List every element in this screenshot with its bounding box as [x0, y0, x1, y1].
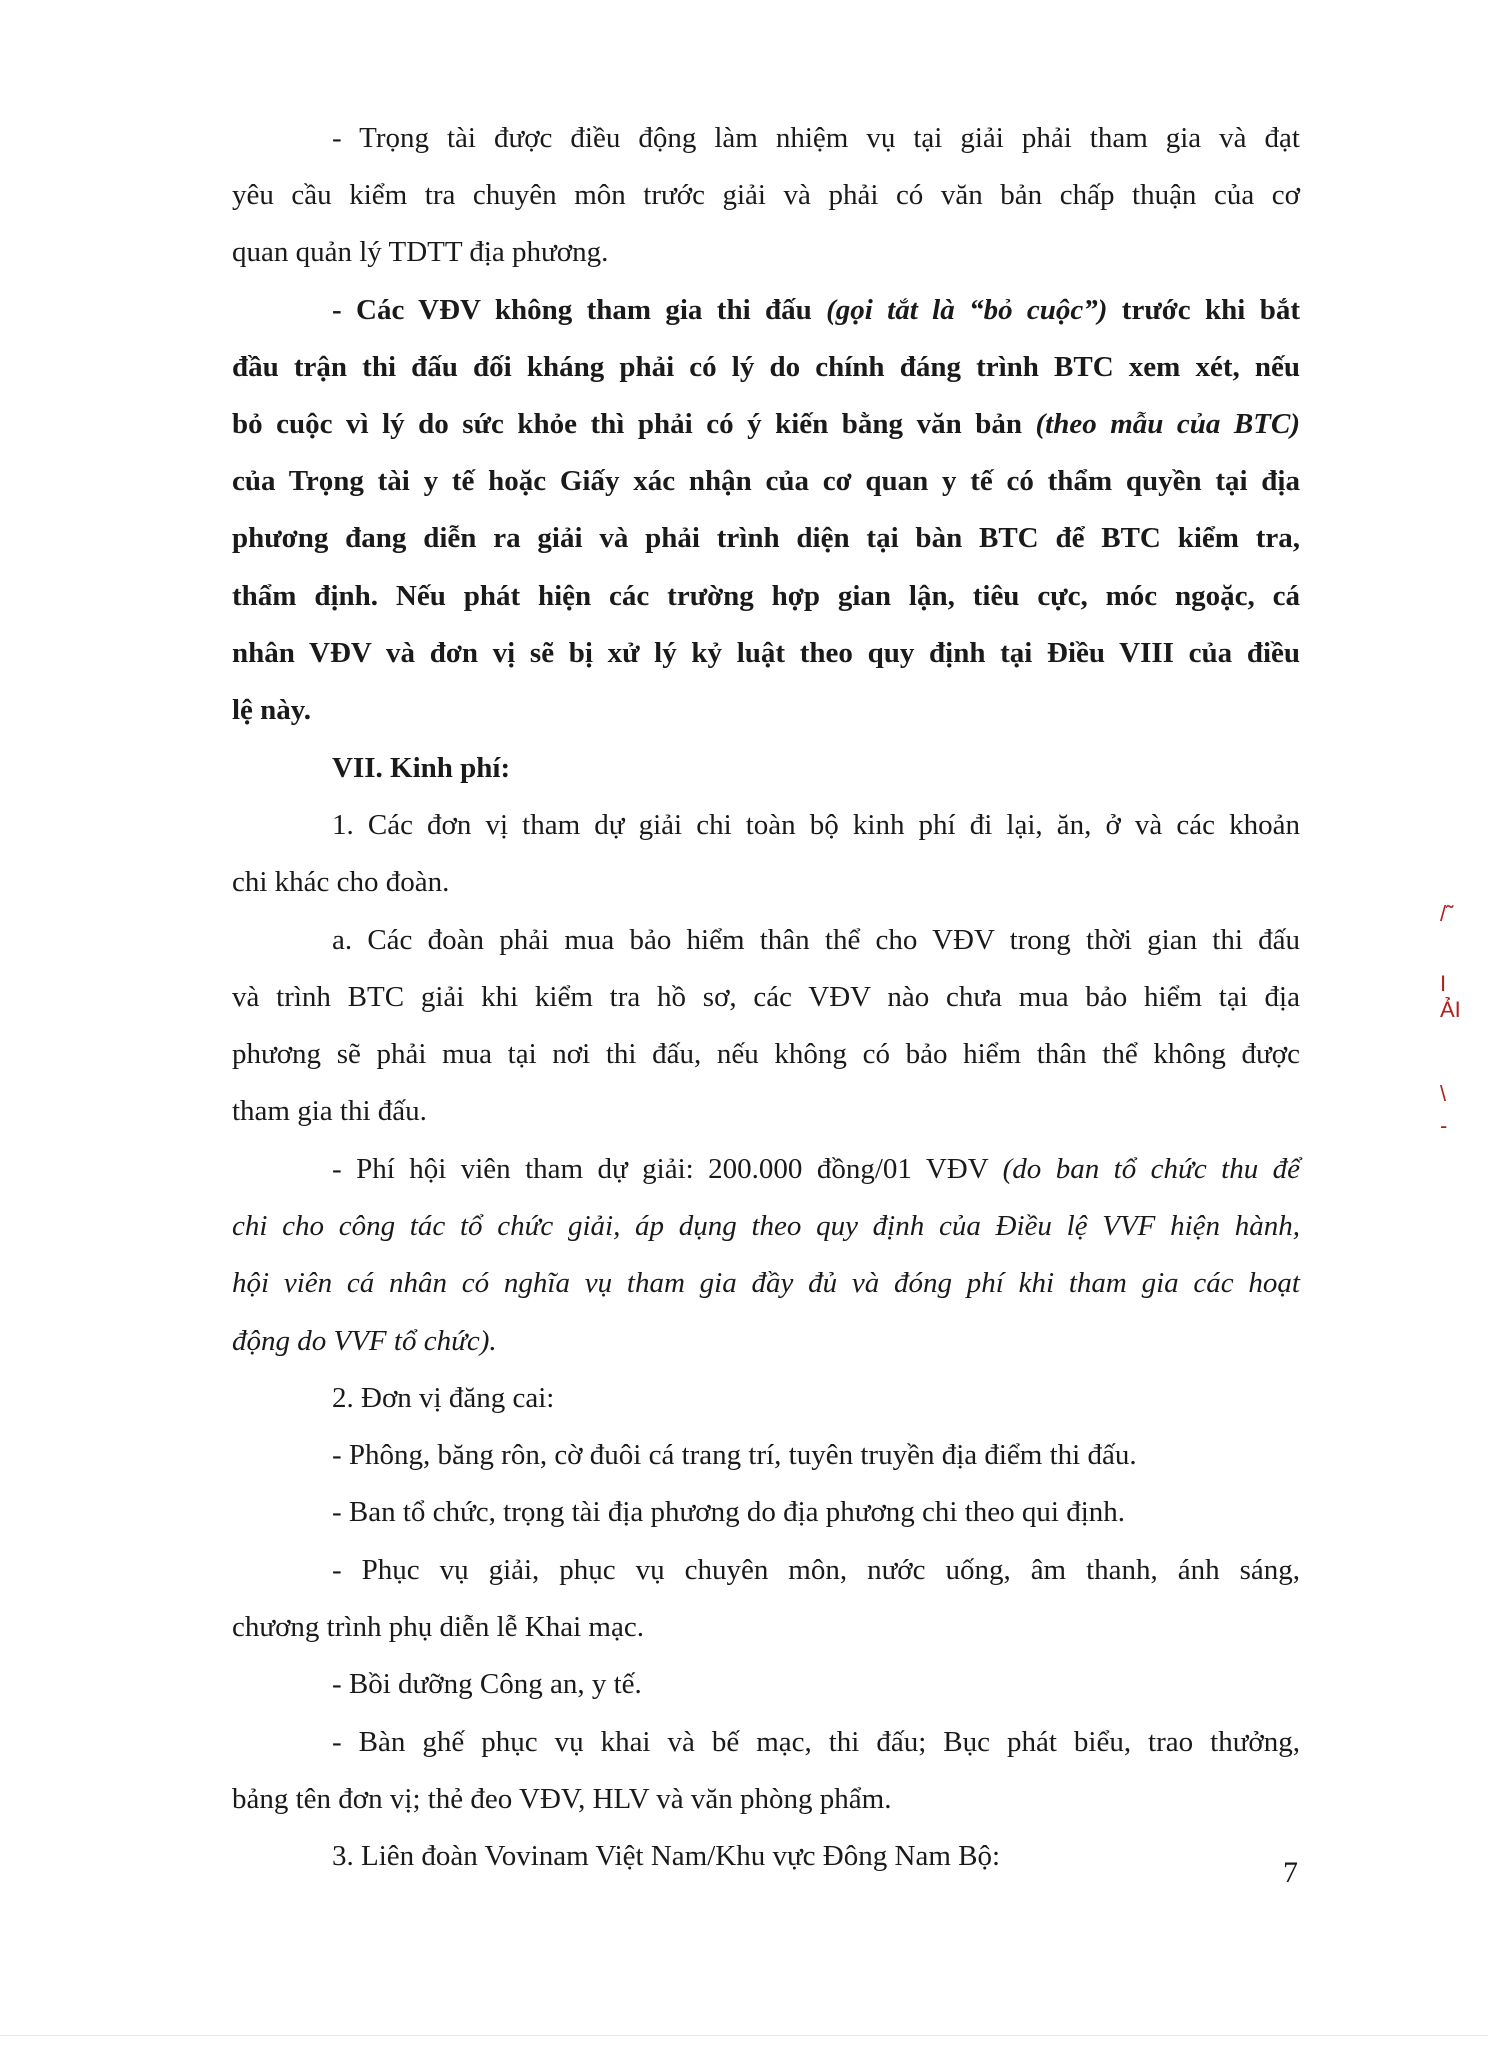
text-line: lệ này.	[232, 694, 311, 726]
scan-edge-line	[0, 2035, 1488, 2036]
text-line: - Bàn ghế phục vụ khai và bế mạc, thi đấu; Bục phát biểu, trao thưởng,	[332, 1726, 1300, 1758]
text-line: - Phục vụ giải, phục vụ chuyên môn, nước uống, âm thanh, ánh sáng,	[332, 1554, 1300, 1586]
page-number: 7	[1283, 1856, 1298, 1889]
text-line: a. Các đoàn phải mua bảo hiểm thân thể cho VĐV trong thời gian thi đấu	[332, 924, 1300, 956]
text-line: động do VVF tổ chức).	[232, 1325, 497, 1357]
text-line: của Trọng tài y tế hoặc Giấy xác nhận của cơ quan y tế có thẩm quyền tại địa	[232, 465, 1300, 497]
text-line: bảng tên đơn vị; thẻ đeo VĐV, HLV và văn phòng phẩm.	[232, 1783, 892, 1815]
text-line: - Phông, băng rôn, cờ đuôi cá trang trí, tuyên truyền địa điểm thi đấu.	[332, 1439, 1137, 1471]
text-line: bỏ cuộc vì lý do sức khỏe thì phải có ý kiến bằng văn bản (theo mẫu của BTC)	[232, 408, 1300, 440]
margin-stamp-mark: I	[1440, 971, 1447, 996]
text-line: và trình BTC giải khi kiểm tra hồ sơ, các VĐV nào chưa mua bảo hiểm tại địa	[232, 981, 1300, 1013]
text-line: tham gia thi đấu.	[232, 1095, 427, 1127]
text-line: 2. Đơn vị đăng cai:	[332, 1382, 555, 1414]
text-line: - Ban tổ chức, trọng tài địa phương do địa phương chi theo qui định.	[332, 1496, 1126, 1528]
text-line: quan quản lý TDTT địa phương.	[232, 236, 609, 268]
text-line: chương trình phụ diễn lễ Khai mạc.	[232, 1611, 644, 1643]
margin-stamp-mark: /̃	[1440, 901, 1447, 926]
text-line: - Các VĐV không tham gia thi đấu (gọi tắt là “bỏ cuộc”) trước khi bắt	[332, 294, 1300, 326]
text-line: thẩm định. Nếu phát hiện các trường hợp gian lận, tiêu cực, móc ngoặc, cá	[232, 580, 1300, 612]
text-line: nhân VĐV và đơn vị sẽ bị xử lý kỷ luật theo quy định tại Điều VIII của điều	[232, 637, 1300, 669]
text-line: - Phí hội viên tham dự giải: 200.000 đồng/01 VĐV (do ban tổ chức thu để	[332, 1153, 1301, 1185]
text-line: 1. Các đơn vị tham dự giải chi toàn bộ kinh phí đi lại, ăn, ở và các khoản	[332, 809, 1300, 841]
text-line: chi khác cho đoàn.	[232, 866, 450, 898]
text-line: phương đang diễn ra giải và phải trình diện tại bàn BTC để BTC kiểm tra,	[232, 522, 1300, 554]
margin-stamp-mark: -	[1440, 1113, 1448, 1138]
text-line: hội viên cá nhân có nghĩa vụ tham gia đầy đủ và đóng phí khi tham gia các hoạt	[232, 1267, 1300, 1299]
text-line: đầu trận thi đấu đối kháng phải có lý do chính đáng trình BTC xem xét, nếu	[232, 351, 1300, 383]
margin-stamp-mark: ẢI	[1440, 997, 1461, 1022]
margin-stamp-mark: \	[1440, 1081, 1447, 1106]
section-heading: VII. Kinh phí:	[332, 752, 511, 784]
text-line: chi cho công tác tổ chức giải, áp dụng theo quy định của Điều lệ VVF hiện hành,	[232, 1210, 1300, 1242]
text-line: 3. Liên đoàn Vovinam Việt Nam/Khu vực Đông Nam Bộ:	[332, 1840, 1001, 1872]
text-line: phương sẽ phải mua tại nơi thi đấu, nếu không có bảo hiểm thân thể không được	[232, 1038, 1300, 1070]
text-line: - Trọng tài được điều động làm nhiệm vụ tại giải phải tham gia và đạt	[332, 122, 1300, 154]
text-line: - Bồi dưỡng Công an, y tế.	[332, 1668, 642, 1700]
text-line: yêu cầu kiểm tra chuyên môn trước giải và phải có văn bản chấp thuận của cơ	[232, 179, 1300, 211]
